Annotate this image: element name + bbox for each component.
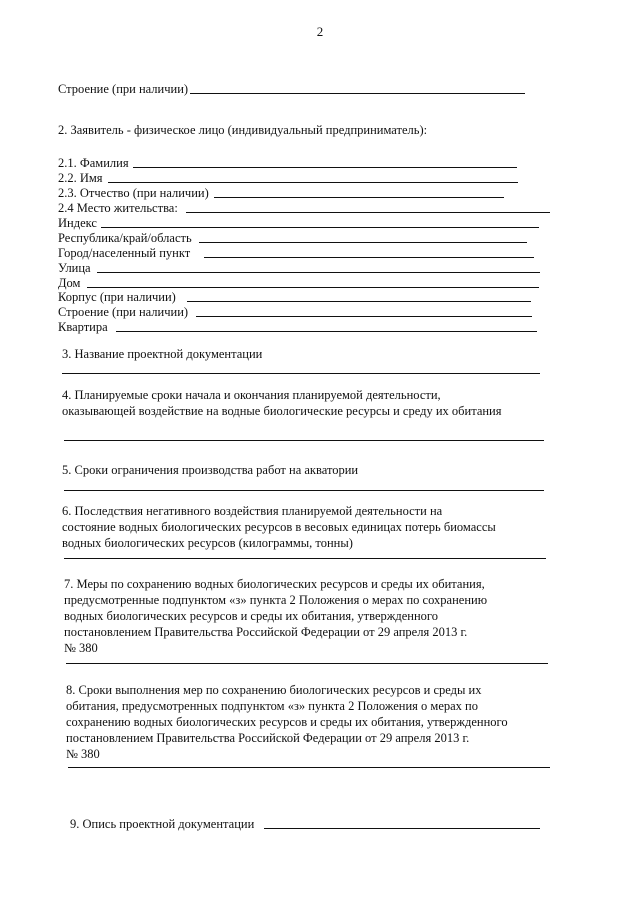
section4-line[interactable] (64, 440, 544, 441)
section5-line[interactable] (64, 490, 544, 491)
section7-line3: водных биологических ресурсов и среды их обитания, утвержденного (64, 609, 438, 623)
section7-line4: постановлением Правительства Российской Федерации от 29 апреля 2013 г. (64, 625, 468, 639)
apartment-line[interactable] (116, 331, 537, 332)
section9-line[interactable] (264, 828, 540, 829)
section4-line2: оказывающей воздействие на водные биологические ресурсы и среду их обитания (62, 404, 502, 418)
region-label: Республика/край/область (58, 231, 192, 245)
section5-title: 5. Сроки ограничения производства работ на акватории (62, 463, 359, 477)
section8-line3: сохранению водных биологических ресурсов и среды их обитания, утвержденного (66, 715, 508, 729)
house-label: Дом (58, 276, 81, 290)
section8-line5: № 380 (66, 747, 100, 761)
street-label: Улица (58, 261, 91, 275)
section7-line1: 7. Меры по сохранению водных биологических ресурсов и среды их обитания, (64, 577, 485, 591)
street-line[interactable] (97, 272, 540, 273)
section7-line[interactable] (66, 663, 548, 664)
section6-line2: состояние водных биологических ресурсов в весовых единицах потерь биомассы (62, 520, 496, 534)
section4-line1: 4. Планируемые сроки начала и окончания планируемой деятельности, (62, 388, 441, 402)
index-label: Индекс (58, 216, 97, 230)
name-line[interactable] (108, 182, 518, 183)
section6-line3: водных биологических ресурсов (килограммы, тонны) (62, 536, 353, 550)
section6-line[interactable] (64, 558, 546, 559)
section3-title: 3. Название проектной документации (62, 347, 263, 361)
index-line[interactable] (101, 227, 539, 228)
house-line[interactable] (87, 287, 539, 288)
stroenie-top-line[interactable] (190, 93, 525, 94)
section2-heading: 2. Заявитель - физическое лицо (индивидуальный предприниматель): (58, 123, 428, 137)
surname-line[interactable] (133, 167, 517, 168)
stroenie-top-label: Строение (при наличии) (58, 82, 189, 96)
korpus-label: Корпус (при наличии) (58, 290, 176, 304)
name-label: 2.2. Имя (58, 171, 103, 185)
section8-line1: 8. Сроки выполнения мер по сохранению биологических ресурсов и среды их (66, 683, 482, 697)
residence-label: 2.4 Место жительства: (58, 201, 178, 215)
region-line[interactable] (199, 242, 527, 243)
section3-line[interactable] (62, 373, 540, 374)
korpus-line[interactable] (187, 301, 531, 302)
city-line[interactable] (204, 257, 534, 258)
patronymic-label: 2.3. Отчество (при наличии) (58, 186, 209, 200)
stroenie-line[interactable] (196, 316, 532, 317)
city-label: Город/населенный пункт (58, 246, 191, 260)
stroenie-label: Строение (при наличии) (58, 305, 189, 319)
residence-line[interactable] (186, 212, 550, 213)
page-number: 2 (316, 24, 324, 39)
section8-line4: постановлением Правительства Российской Федерации от 29 апреля 2013 г. (66, 731, 470, 745)
section8-line2: обитания, предусмотренных подпунктом «з» пункта 2 Положения о мерах по (66, 699, 478, 713)
patronymic-line[interactable] (214, 197, 504, 198)
section6-line1: 6. Последствия негативного воздействия планируемой деятельности на (62, 504, 443, 518)
section9-title: 9. Опись проектной документации (70, 817, 255, 831)
section7-line2: предусмотренные подпунктом «з» пункта 2 Положения о мерах по сохранению (64, 593, 488, 607)
surname-label: 2.1. Фамилия (58, 156, 129, 170)
section7-line5: № 380 (64, 641, 98, 655)
section8-line[interactable] (68, 767, 550, 768)
apartment-label: Квартира (58, 320, 108, 334)
